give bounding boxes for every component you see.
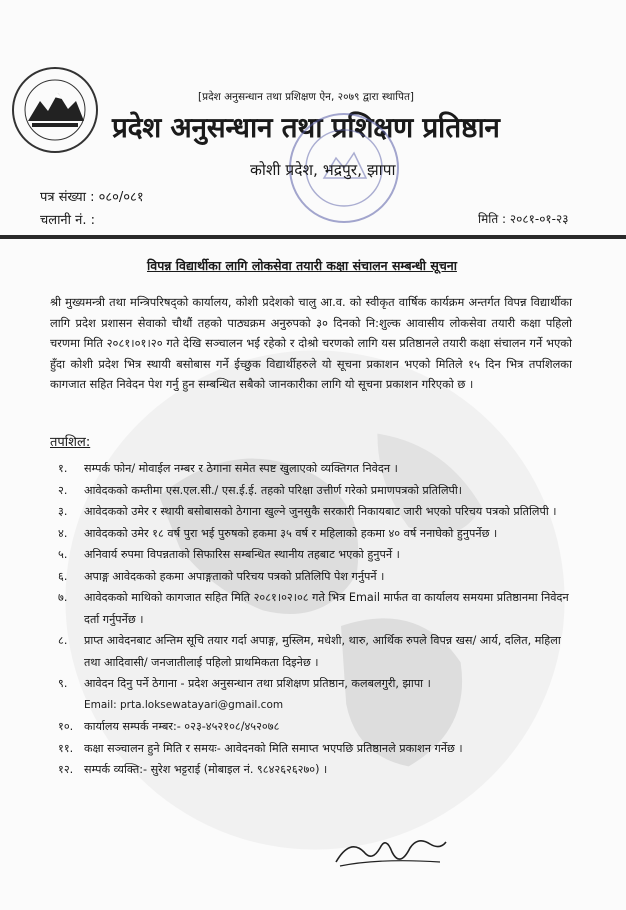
contact-email[interactable]: Email: prta.loksewatayari@gmail.com: [84, 698, 284, 711]
institute-address: कोशी प्रदेश, भद्रपुर, झापा: [250, 161, 396, 179]
list-item: ८. प्राप्त आवेदनबाट अन्तिम सूचि तयार गर्दा अपाङ्ग, मुस्लिम, मधेशी, थारु, आर्थिक रुपले विपन्न खस/ आर्य, दलित, महिला तथा आदिवासी/ जनजातीलाई पहिलो प्राथमिकता दिइनेछ ।: [58, 634, 561, 669]
list-item: ४. आवेदकको उमेर १८ वर्ष पुरा भई पुरुषको हकमा ३५ वर्ष र महिलाको हकमा ४० वर्ष ननाघेको हुनुपर्नेछ ।: [58, 526, 498, 540]
list-item: १०. कार्यालय सम्पर्क नम्बर:- ०२३-४५२१०८/४५२०७८: [58, 720, 280, 733]
establishment-note: [प्रदेश अनुसन्धान तथा प्रशिक्षण ऐन, २०७९ द्वारा स्थापित]: [198, 91, 415, 103]
list-item: ७. आवेदकको माथिको कागजात सहित मिति २०८१।०२।०८ गते भित्र Email मार्फत वा कार्यालय समयमा प्रतिष्ठानमा निवेदन दर्ता गर्नुपर्नेछ ।: [58, 591, 569, 626]
list-item: १. सम्पर्क फोन/ मोवाईल नम्बर र ठेगाना समेत स्पष्ट खुलाएको व्यक्तिगत निवेदन ।: [58, 462, 398, 475]
requirements-list: [58, 458, 570, 781]
header-divider: [0, 235, 626, 239]
list-item: ३. आवेदकको उमेर र स्थायी बसोबासको ठेगाना खुल्ने जुनसुकै सरकारी निकायबाट जारी भएको परिचय पत्रको प्रतिलिपी ।: [58, 505, 557, 518]
dispatch-number: चलानी नं. :: [40, 213, 96, 228]
list-item: ६. अपाङ्ग आवेदकको हकमा अपाङ्गताको परिचय पत्रको प्रतिलिपि पेश गर्नुपर्ने ।: [58, 569, 385, 583]
list-item: २. आवेदकको कम्तीमा एस.एल.सी./ एस.ई.ई. तहको परिक्षा उत्तीर्ण गरेको प्रमाणपत्रको प्रतिलिपी।: [58, 483, 463, 497]
list-item: १२. सम्पर्क व्यक्ति:- सुरेश भट्टराई (मोबाइल नं. ९८४२६२६२७०) ।: [58, 763, 328, 776]
notice-subject: विपन्न विद्यार्थीका लागि लोकसेवा तयारी कक्षा संचालन सम्बन्धी सूचना: [147, 258, 457, 273]
institute-emblem-icon: [10, 65, 100, 155]
notice-body: श्री मुख्यमन्त्री तथा मन्त्रिपरिषद्को कार्यालय, कोशी प्रदेशको चालु आ.व. को स्वीकृत वार्षिक कार्यक्रम अन्तर्गत विपन्न विद्यार्थीका लागि प्रदेश प्रशासन सेवाको चौथौं तहको पाठ्यक्रम अनुरुपको ३० दिनको नि:शुल्क आवासीय लोकसेवा तयारी कक्षा पहिलो चरणमा मिति २०८१।०१।२० गते देखि सञ्चालन भई रहेको र दोश्रो चरणको लागि यस प्रतिष्ठानले तयारी कक्षा संचालन गर्ने भएको हुँदा कोशी प्रदेश भित्र स्थायी बसोबास गर्ने ईच्छुक विद्यार्थीहरुले यो सूचना प्रकाशन भएको मितिले १५ दिन भित्र तपशिलका कागजात सहित निवेदन पेश गर्नु हुन सम्बन्धित सबैको जानकारीका लागि यो सूचना प्रकाशन गरिएको छ ।: [50, 295, 572, 391]
list-item: ५. अनिवार्य रुपमा विपन्नताको सिफारिस सम्बन्धित स्थानीय तहबाट भएको हुनुपर्ने ।: [58, 548, 400, 561]
details-heading: तपशिल:: [50, 435, 91, 450]
reference-number: पत्र संख्या : ०८०/०८१: [40, 190, 144, 205]
list-item: ११. कक्षा सञ्चालन हुने मिति र समयः- आवेदनको मिति समाप्त भएपछि प्रतिष्ठानले प्रकाशन गर्नेछ ।: [58, 741, 463, 755]
list-item: ९. आवेदन दिनु पर्ने ठेगाना - प्रदेश अनुसन्धान तथा प्रशिक्षण प्रतिष्ठान, कलबलगुरी, झापा ।: [58, 677, 431, 690]
institute-name: प्रदेश अनुसन्धान तथा प्रशिक्षण प्रतिष्ठान: [112, 111, 500, 144]
letter-date: मिति : २०८१-०१-२३: [478, 212, 569, 226]
signature-icon: [330, 818, 450, 878]
